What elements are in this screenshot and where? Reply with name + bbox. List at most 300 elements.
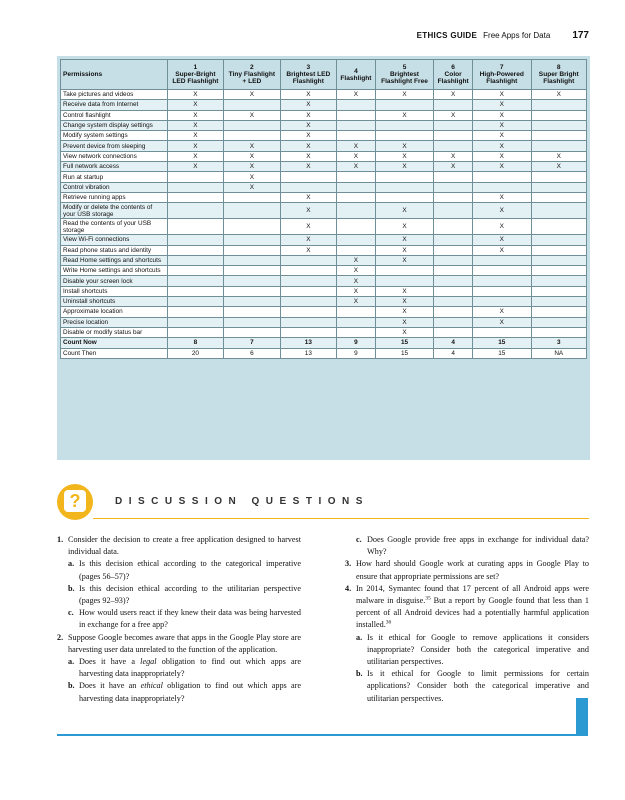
table-row bbox=[61, 255, 587, 265]
table-cell bbox=[280, 182, 336, 192]
discussion-questions bbox=[57, 534, 589, 705]
table-cell: X bbox=[280, 235, 336, 245]
table-cell bbox=[472, 266, 531, 276]
table-cell bbox=[434, 255, 473, 265]
table-cell: X bbox=[224, 141, 280, 151]
table-cell bbox=[167, 286, 223, 296]
table-row bbox=[61, 235, 587, 245]
table-cell bbox=[434, 203, 473, 219]
table-cell bbox=[167, 276, 223, 286]
table-cell bbox=[531, 120, 586, 130]
table-cell bbox=[167, 172, 223, 182]
table-cell bbox=[224, 245, 280, 255]
table-cell: X bbox=[375, 286, 434, 296]
section-label: ETHICS GUIDE bbox=[416, 31, 478, 40]
permission-label: Run at startup bbox=[61, 172, 168, 182]
table-cell: X bbox=[224, 162, 280, 172]
table-cell bbox=[337, 172, 376, 182]
table-cell: X bbox=[472, 131, 531, 141]
permission-label: Full network access bbox=[61, 162, 168, 172]
sub-question-text: Does it have an ethical obligation to find out which apps are harvesting data inappropriately? bbox=[79, 681, 301, 703]
app-name: Color Flashlight bbox=[437, 71, 469, 85]
sub-question-letter: b. bbox=[68, 681, 75, 691]
app-name: Super-Bright LED Flashlight bbox=[172, 71, 219, 85]
table-cell bbox=[280, 307, 336, 317]
table-cell: X bbox=[224, 151, 280, 161]
permission-label: Disable or modify status bar bbox=[61, 327, 168, 337]
table-cell: X bbox=[167, 131, 223, 141]
table-cell bbox=[434, 307, 473, 317]
table-cell: X bbox=[472, 162, 531, 172]
app-number: 3 bbox=[306, 64, 311, 71]
table-cell bbox=[167, 192, 223, 202]
app-header-5 bbox=[375, 60, 434, 90]
table-row bbox=[61, 172, 587, 182]
table-cell bbox=[531, 255, 586, 265]
table-cell: X bbox=[472, 219, 531, 235]
table-cell bbox=[224, 203, 280, 219]
table-cell: X bbox=[337, 297, 376, 307]
table-cell: 15 bbox=[472, 338, 531, 348]
table-cell bbox=[224, 219, 280, 235]
permission-label: Count Now bbox=[61, 338, 168, 348]
table-row bbox=[61, 120, 587, 130]
permissions-header: Permissions bbox=[61, 60, 168, 90]
table-cell bbox=[224, 131, 280, 141]
right-column bbox=[345, 534, 589, 705]
permission-label: Change system display settings bbox=[61, 120, 168, 130]
table-cell bbox=[434, 141, 473, 151]
sub-question-text: Does it have a legal obligation to find out which apps are harvesting data inappropriately? bbox=[79, 657, 302, 679]
table-cell: 7 bbox=[224, 338, 280, 348]
permission-label: Modify system settings bbox=[61, 131, 168, 141]
table-cell bbox=[337, 307, 376, 317]
table-cell: X bbox=[375, 90, 434, 100]
table-cell bbox=[434, 276, 473, 286]
question bbox=[57, 632, 301, 656]
table-cell bbox=[167, 245, 223, 255]
table-cell bbox=[531, 297, 586, 307]
table-cell: X bbox=[472, 141, 531, 151]
footnote-ref: 36 bbox=[385, 619, 392, 626]
sub-question-letter: c. bbox=[68, 608, 74, 618]
permission-label: Precise location bbox=[61, 317, 168, 327]
table-row bbox=[61, 276, 587, 286]
table-body bbox=[61, 90, 587, 359]
app-name: Brightest Flashlight Free bbox=[381, 71, 428, 85]
table-cell bbox=[472, 297, 531, 307]
table-cell bbox=[224, 235, 280, 245]
table-row bbox=[61, 131, 587, 141]
table-cell bbox=[531, 266, 586, 276]
table-cell bbox=[434, 317, 473, 327]
table-cell bbox=[531, 307, 586, 317]
sub-question bbox=[356, 632, 589, 669]
sub-question-text: Is it ethical for Google to limit permissions for certain applications? Consider both the categorical imperative and utilitarian perspectives. bbox=[367, 669, 589, 703]
permission-label: Read the contents of your USB storage bbox=[61, 219, 168, 235]
table-cell bbox=[280, 266, 336, 276]
table-row bbox=[61, 297, 587, 307]
table-cell bbox=[224, 327, 280, 337]
app-name: Super Bright Flashlight bbox=[538, 71, 579, 85]
table-row bbox=[61, 286, 587, 296]
section-subtitle: Free Apps for Data bbox=[483, 31, 551, 40]
table-row bbox=[61, 266, 587, 276]
table-cell: X bbox=[224, 90, 280, 100]
table-cell: X bbox=[280, 203, 336, 219]
table-cell bbox=[531, 219, 586, 235]
table-row bbox=[61, 338, 587, 348]
table-cell bbox=[224, 266, 280, 276]
table-cell bbox=[224, 192, 280, 202]
table-cell bbox=[337, 192, 376, 202]
sub-question bbox=[68, 583, 301, 607]
table-row bbox=[61, 203, 587, 219]
table-cell bbox=[375, 172, 434, 182]
question bbox=[345, 558, 589, 582]
table-cell bbox=[167, 266, 223, 276]
table-cell bbox=[224, 276, 280, 286]
table-cell: X bbox=[472, 120, 531, 130]
table-cell: X bbox=[472, 235, 531, 245]
table-cell: X bbox=[375, 141, 434, 151]
table-cell: X bbox=[280, 192, 336, 202]
permission-label: Uninstall shortcuts bbox=[61, 297, 168, 307]
table-cell: X bbox=[375, 317, 434, 327]
permission-label: Take pictures and videos bbox=[61, 90, 168, 100]
table-cell: X bbox=[472, 100, 531, 110]
sub-question-text: How would users react if they knew their data was being harvested in exchange for a free app? bbox=[79, 608, 301, 630]
question-text-part: In 2014, Symantec found that 17 percent of all Android apps were malware in disguise. bbox=[356, 583, 589, 606]
table-cell: X bbox=[280, 151, 336, 161]
table-cell bbox=[472, 182, 531, 192]
table-cell bbox=[472, 172, 531, 182]
table-cell: 9 bbox=[337, 338, 376, 348]
app-number: 7 bbox=[499, 64, 504, 71]
table-cell bbox=[531, 276, 586, 286]
table-cell bbox=[531, 110, 586, 120]
table-cell: X bbox=[375, 219, 434, 235]
app-name: High-Powered Flashlight bbox=[479, 71, 524, 85]
table-cell bbox=[434, 327, 473, 337]
table-cell: X bbox=[167, 151, 223, 161]
permission-label: Read Home settings and shortcuts bbox=[61, 255, 168, 265]
table-cell bbox=[280, 286, 336, 296]
table-cell bbox=[337, 327, 376, 337]
question-mark-icon: ? bbox=[64, 490, 86, 512]
table-cell bbox=[531, 182, 586, 192]
table-cell bbox=[375, 182, 434, 192]
table-cell: X bbox=[531, 90, 586, 100]
table-cell bbox=[337, 100, 376, 110]
table-cell bbox=[375, 131, 434, 141]
table-cell: X bbox=[434, 151, 473, 161]
table-row bbox=[61, 90, 587, 100]
table-cell bbox=[531, 131, 586, 141]
table-cell bbox=[472, 276, 531, 286]
app-header-8 bbox=[531, 60, 586, 90]
table-cell: X bbox=[472, 192, 531, 202]
sub-question bbox=[68, 656, 301, 680]
table-cell: X bbox=[337, 286, 376, 296]
table-cell: 15 bbox=[472, 348, 531, 358]
sub-question bbox=[356, 534, 589, 558]
table-cell bbox=[167, 317, 223, 327]
table-row bbox=[61, 307, 587, 317]
table-cell bbox=[337, 203, 376, 219]
table-cell: X bbox=[337, 276, 376, 286]
app-number: 8 bbox=[556, 64, 561, 71]
sub-question-text: Is this decision ethical according to the categorical imperative (pages 56–57)? bbox=[79, 559, 301, 581]
table-cell: X bbox=[167, 100, 223, 110]
table-cell: X bbox=[472, 307, 531, 317]
table-cell: 4 bbox=[434, 348, 473, 358]
sub-question-letter: a. bbox=[356, 632, 363, 642]
table-cell: NA bbox=[531, 348, 586, 358]
table-cell: X bbox=[472, 203, 531, 219]
table-cell: X bbox=[337, 151, 376, 161]
sub-question-letter: b. bbox=[68, 583, 75, 593]
table-cell bbox=[337, 219, 376, 235]
question-number: 1. bbox=[57, 535, 64, 544]
table-cell bbox=[531, 235, 586, 245]
table-cell bbox=[434, 172, 473, 182]
table-cell: X bbox=[375, 203, 434, 219]
page-header bbox=[417, 30, 589, 41]
sub-question bbox=[68, 680, 301, 704]
permissions-table bbox=[60, 59, 587, 359]
table-cell bbox=[472, 255, 531, 265]
table-cell bbox=[434, 100, 473, 110]
left-column bbox=[57, 534, 301, 705]
table-cell: X bbox=[472, 90, 531, 100]
table-cell: X bbox=[472, 317, 531, 327]
question-text-part: But a report by Google found that less than 1 percent of all Android devices had a potentially harmful application installed. bbox=[356, 596, 590, 630]
app-header-4 bbox=[337, 60, 376, 90]
permission-label: Count Then bbox=[61, 348, 168, 358]
sub-question-text: Does Google provide free apps in exchange for individual data? Why? bbox=[367, 535, 589, 557]
sub-question-letter: c. bbox=[356, 535, 362, 544]
table-cell bbox=[531, 286, 586, 296]
table-cell bbox=[434, 235, 473, 245]
question bbox=[57, 534, 301, 558]
table-cell: X bbox=[167, 110, 223, 120]
table-cell bbox=[337, 235, 376, 245]
table-cell: X bbox=[280, 120, 336, 130]
table-cell: X bbox=[531, 162, 586, 172]
table-row bbox=[61, 100, 587, 110]
table-cell bbox=[531, 141, 586, 151]
table-cell: 13 bbox=[280, 348, 336, 358]
app-number: 4 bbox=[354, 67, 358, 75]
table-cell: X bbox=[224, 172, 280, 182]
table-row bbox=[61, 182, 587, 192]
table-row bbox=[61, 192, 587, 202]
app-number: 1 bbox=[193, 64, 198, 71]
app-header-1 bbox=[167, 60, 223, 90]
table-cell: X bbox=[280, 100, 336, 110]
question-text: Suppose Google becomes aware that apps in the Google Play store are harvesting user data unrelated to the function of the application. bbox=[68, 632, 301, 654]
table-cell bbox=[531, 192, 586, 202]
table-cell bbox=[375, 120, 434, 130]
page-number: 177 bbox=[572, 30, 589, 41]
permission-label: Disable your screen lock bbox=[61, 276, 168, 286]
table-cell: X bbox=[434, 162, 473, 172]
table-cell: X bbox=[337, 90, 376, 100]
table-cell bbox=[375, 266, 434, 276]
table-cell: X bbox=[375, 245, 434, 255]
table-cell bbox=[167, 235, 223, 245]
table-row bbox=[61, 317, 587, 327]
table-cell: X bbox=[531, 151, 586, 161]
table-cell bbox=[337, 110, 376, 120]
table-cell: 4 bbox=[434, 338, 473, 348]
table-cell: X bbox=[337, 162, 376, 172]
table-cell: X bbox=[167, 141, 223, 151]
table-cell bbox=[280, 255, 336, 265]
table-cell: X bbox=[337, 141, 376, 151]
sub-question-text: Is it ethical for Google to remove applications it considers inappropriate? Consider both the categorical imperative and utilitarian perspectives. bbox=[367, 632, 589, 667]
discussion-title: DISCUSSION QUESTIONS bbox=[115, 496, 369, 507]
table-cell: 8 bbox=[167, 338, 223, 348]
table-cell: 9 bbox=[337, 348, 376, 358]
question-text: Consider the decision to create a free application designed to harvest individual data. bbox=[68, 535, 301, 557]
app-name: Brightest LED Flashlight bbox=[286, 71, 331, 85]
table-cell: X bbox=[224, 110, 280, 120]
table-cell bbox=[337, 317, 376, 327]
table-cell: X bbox=[375, 297, 434, 307]
discussion-banner bbox=[57, 484, 589, 520]
table-cell bbox=[472, 286, 531, 296]
table-cell: X bbox=[434, 90, 473, 100]
table-cell bbox=[375, 100, 434, 110]
permission-label: Receive data from Internet bbox=[61, 100, 168, 110]
table-cell bbox=[167, 255, 223, 265]
table-cell: X bbox=[375, 255, 434, 265]
table-row bbox=[61, 219, 587, 235]
table-cell: 15 bbox=[375, 348, 434, 358]
question-number: 2. bbox=[57, 632, 64, 642]
page-tab bbox=[576, 698, 588, 736]
table-cell: X bbox=[375, 110, 434, 120]
table-cell bbox=[337, 182, 376, 192]
app-name: Flashlight bbox=[340, 74, 372, 82]
table-row bbox=[61, 162, 587, 172]
table-row bbox=[61, 327, 587, 337]
table-cell bbox=[167, 327, 223, 337]
discussion-rule bbox=[93, 518, 589, 519]
table-cell bbox=[167, 307, 223, 317]
table-cell bbox=[280, 317, 336, 327]
table-cell bbox=[167, 182, 223, 192]
table-cell bbox=[434, 286, 473, 296]
question bbox=[345, 583, 589, 632]
table-cell: 3 bbox=[531, 338, 586, 348]
sub-question-letter: a. bbox=[68, 559, 75, 569]
app-name: Tiny Flashlight + LED bbox=[228, 71, 276, 85]
sub-question bbox=[356, 668, 589, 705]
table-cell bbox=[434, 120, 473, 130]
question-number: 4. bbox=[345, 583, 352, 593]
question-text bbox=[356, 583, 589, 632]
permission-label: Control vibration bbox=[61, 182, 168, 192]
table-cell: 6 bbox=[224, 348, 280, 358]
table-cell: X bbox=[224, 182, 280, 192]
table-cell: X bbox=[375, 307, 434, 317]
sub-question-letter: a. bbox=[68, 657, 75, 667]
table-cell: X bbox=[375, 327, 434, 337]
table-cell bbox=[167, 297, 223, 307]
table-cell bbox=[375, 276, 434, 286]
table-cell: 13 bbox=[280, 338, 336, 348]
table-row bbox=[61, 245, 587, 255]
table-cell bbox=[531, 245, 586, 255]
question-number: 3. bbox=[345, 559, 352, 569]
sub-question-letter: b. bbox=[356, 669, 363, 679]
table-cell bbox=[434, 131, 473, 141]
table-cell: X bbox=[280, 162, 336, 172]
table-cell: X bbox=[472, 151, 531, 161]
permission-label: Control flashlight bbox=[61, 110, 168, 120]
table-cell bbox=[167, 203, 223, 219]
table-cell: X bbox=[280, 90, 336, 100]
table-cell: X bbox=[280, 245, 336, 255]
table-cell bbox=[472, 327, 531, 337]
table-cell bbox=[531, 317, 586, 327]
table-cell: X bbox=[167, 90, 223, 100]
table-cell: X bbox=[280, 131, 336, 141]
table-cell: X bbox=[434, 110, 473, 120]
table-cell: X bbox=[375, 162, 434, 172]
app-number: 2 bbox=[250, 64, 254, 71]
table-cell bbox=[337, 245, 376, 255]
app-header-3 bbox=[280, 60, 336, 90]
table-cell bbox=[375, 192, 434, 202]
table-cell bbox=[224, 297, 280, 307]
table-cell: 20 bbox=[167, 348, 223, 358]
permissions-table-panel bbox=[57, 56, 590, 460]
table-cell: X bbox=[337, 255, 376, 265]
table-cell bbox=[434, 182, 473, 192]
permission-label: View Wi-Fi connections bbox=[61, 235, 168, 245]
app-number: 5 bbox=[402, 64, 407, 71]
table-cell: X bbox=[280, 110, 336, 120]
table-cell bbox=[167, 219, 223, 235]
table-cell bbox=[224, 317, 280, 327]
table-cell bbox=[280, 327, 336, 337]
table-cell bbox=[531, 100, 586, 110]
table-cell bbox=[224, 255, 280, 265]
table-cell: X bbox=[167, 162, 223, 172]
table-cell: 15 bbox=[375, 338, 434, 348]
app-number: 6 bbox=[451, 64, 455, 71]
permission-label: Write Home settings and shortcuts bbox=[61, 266, 168, 276]
table-cell bbox=[224, 120, 280, 130]
permission-label: Read phone status and identity bbox=[61, 245, 168, 255]
table-row bbox=[61, 141, 587, 151]
table-cell bbox=[531, 172, 586, 182]
app-header-7 bbox=[472, 60, 531, 90]
table-cell: X bbox=[472, 245, 531, 255]
table-cell bbox=[434, 266, 473, 276]
permission-label: Modify or delete the contents of your USB storage bbox=[61, 203, 168, 219]
table-row bbox=[61, 110, 587, 120]
table-cell bbox=[224, 307, 280, 317]
table-row bbox=[61, 348, 587, 358]
table-header-row bbox=[61, 60, 587, 90]
table-cell bbox=[280, 297, 336, 307]
table-cell: X bbox=[337, 266, 376, 276]
